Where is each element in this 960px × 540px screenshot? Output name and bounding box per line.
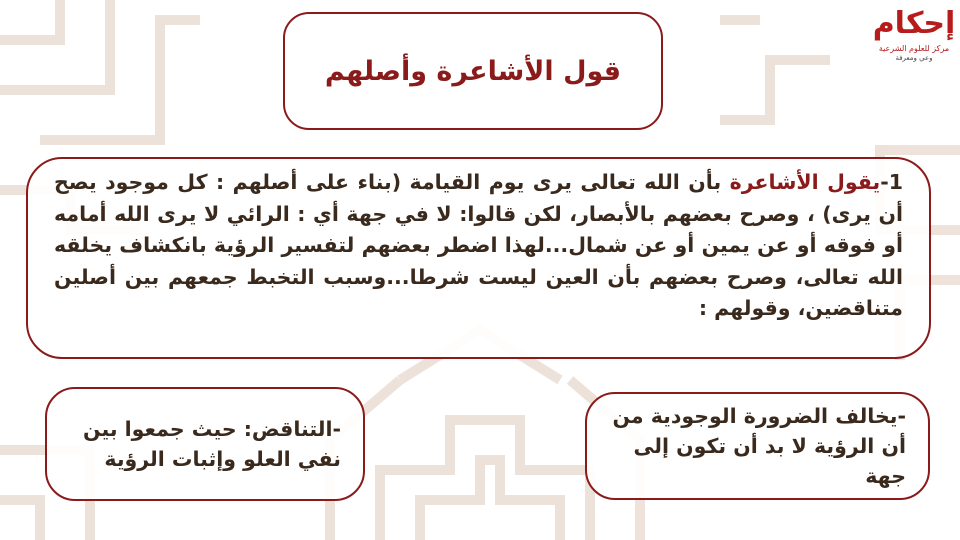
main-paragraph bbox=[54, 167, 903, 325]
logo-tagline: وعي ومعرفة bbox=[895, 54, 933, 62]
item-number: 1- bbox=[880, 170, 903, 194]
slide-title: قول الأشاعرة وأصلهم bbox=[324, 55, 622, 87]
main-body-text: بأن الله تعالى يرى يوم القيامة (بناء على أصلهم : كل موجود يصح أن يرى) ، وصرح بعضهم بالأبصار، لكن قالوا: لا في جهة أي : الرائي لا يرى الله أمامه أو فوقه أو عن يمين أو عن شمال...لهذا اضطر بعضهم لتفسير الرؤية بانكشاف يخلقه الله تعالى، وصرح بعضهم بأن العين ليست شرطا...وسبب التخبط جمعهم بين أصلين متناقضين، وقولهم : bbox=[54, 170, 903, 320]
title-box bbox=[283, 12, 663, 130]
right-point-text: -يخالف الضرورة الوجودية من أن الرؤية لا بد أن تكون إلى جهة bbox=[612, 404, 906, 488]
highlight-text: يقول الأشاعرة bbox=[729, 170, 881, 194]
logo bbox=[872, 4, 956, 78]
left-point-text: -التناقض: حيث جمعوا بين نفي العلو وإثبات الرؤية bbox=[83, 417, 341, 471]
logo-subtitle: مركز للعلوم الشرعية bbox=[878, 44, 950, 53]
right-point-box bbox=[585, 392, 930, 500]
left-point-box bbox=[45, 387, 365, 501]
main-text-box bbox=[26, 157, 931, 359]
logo-word: إحكام bbox=[872, 6, 956, 41]
